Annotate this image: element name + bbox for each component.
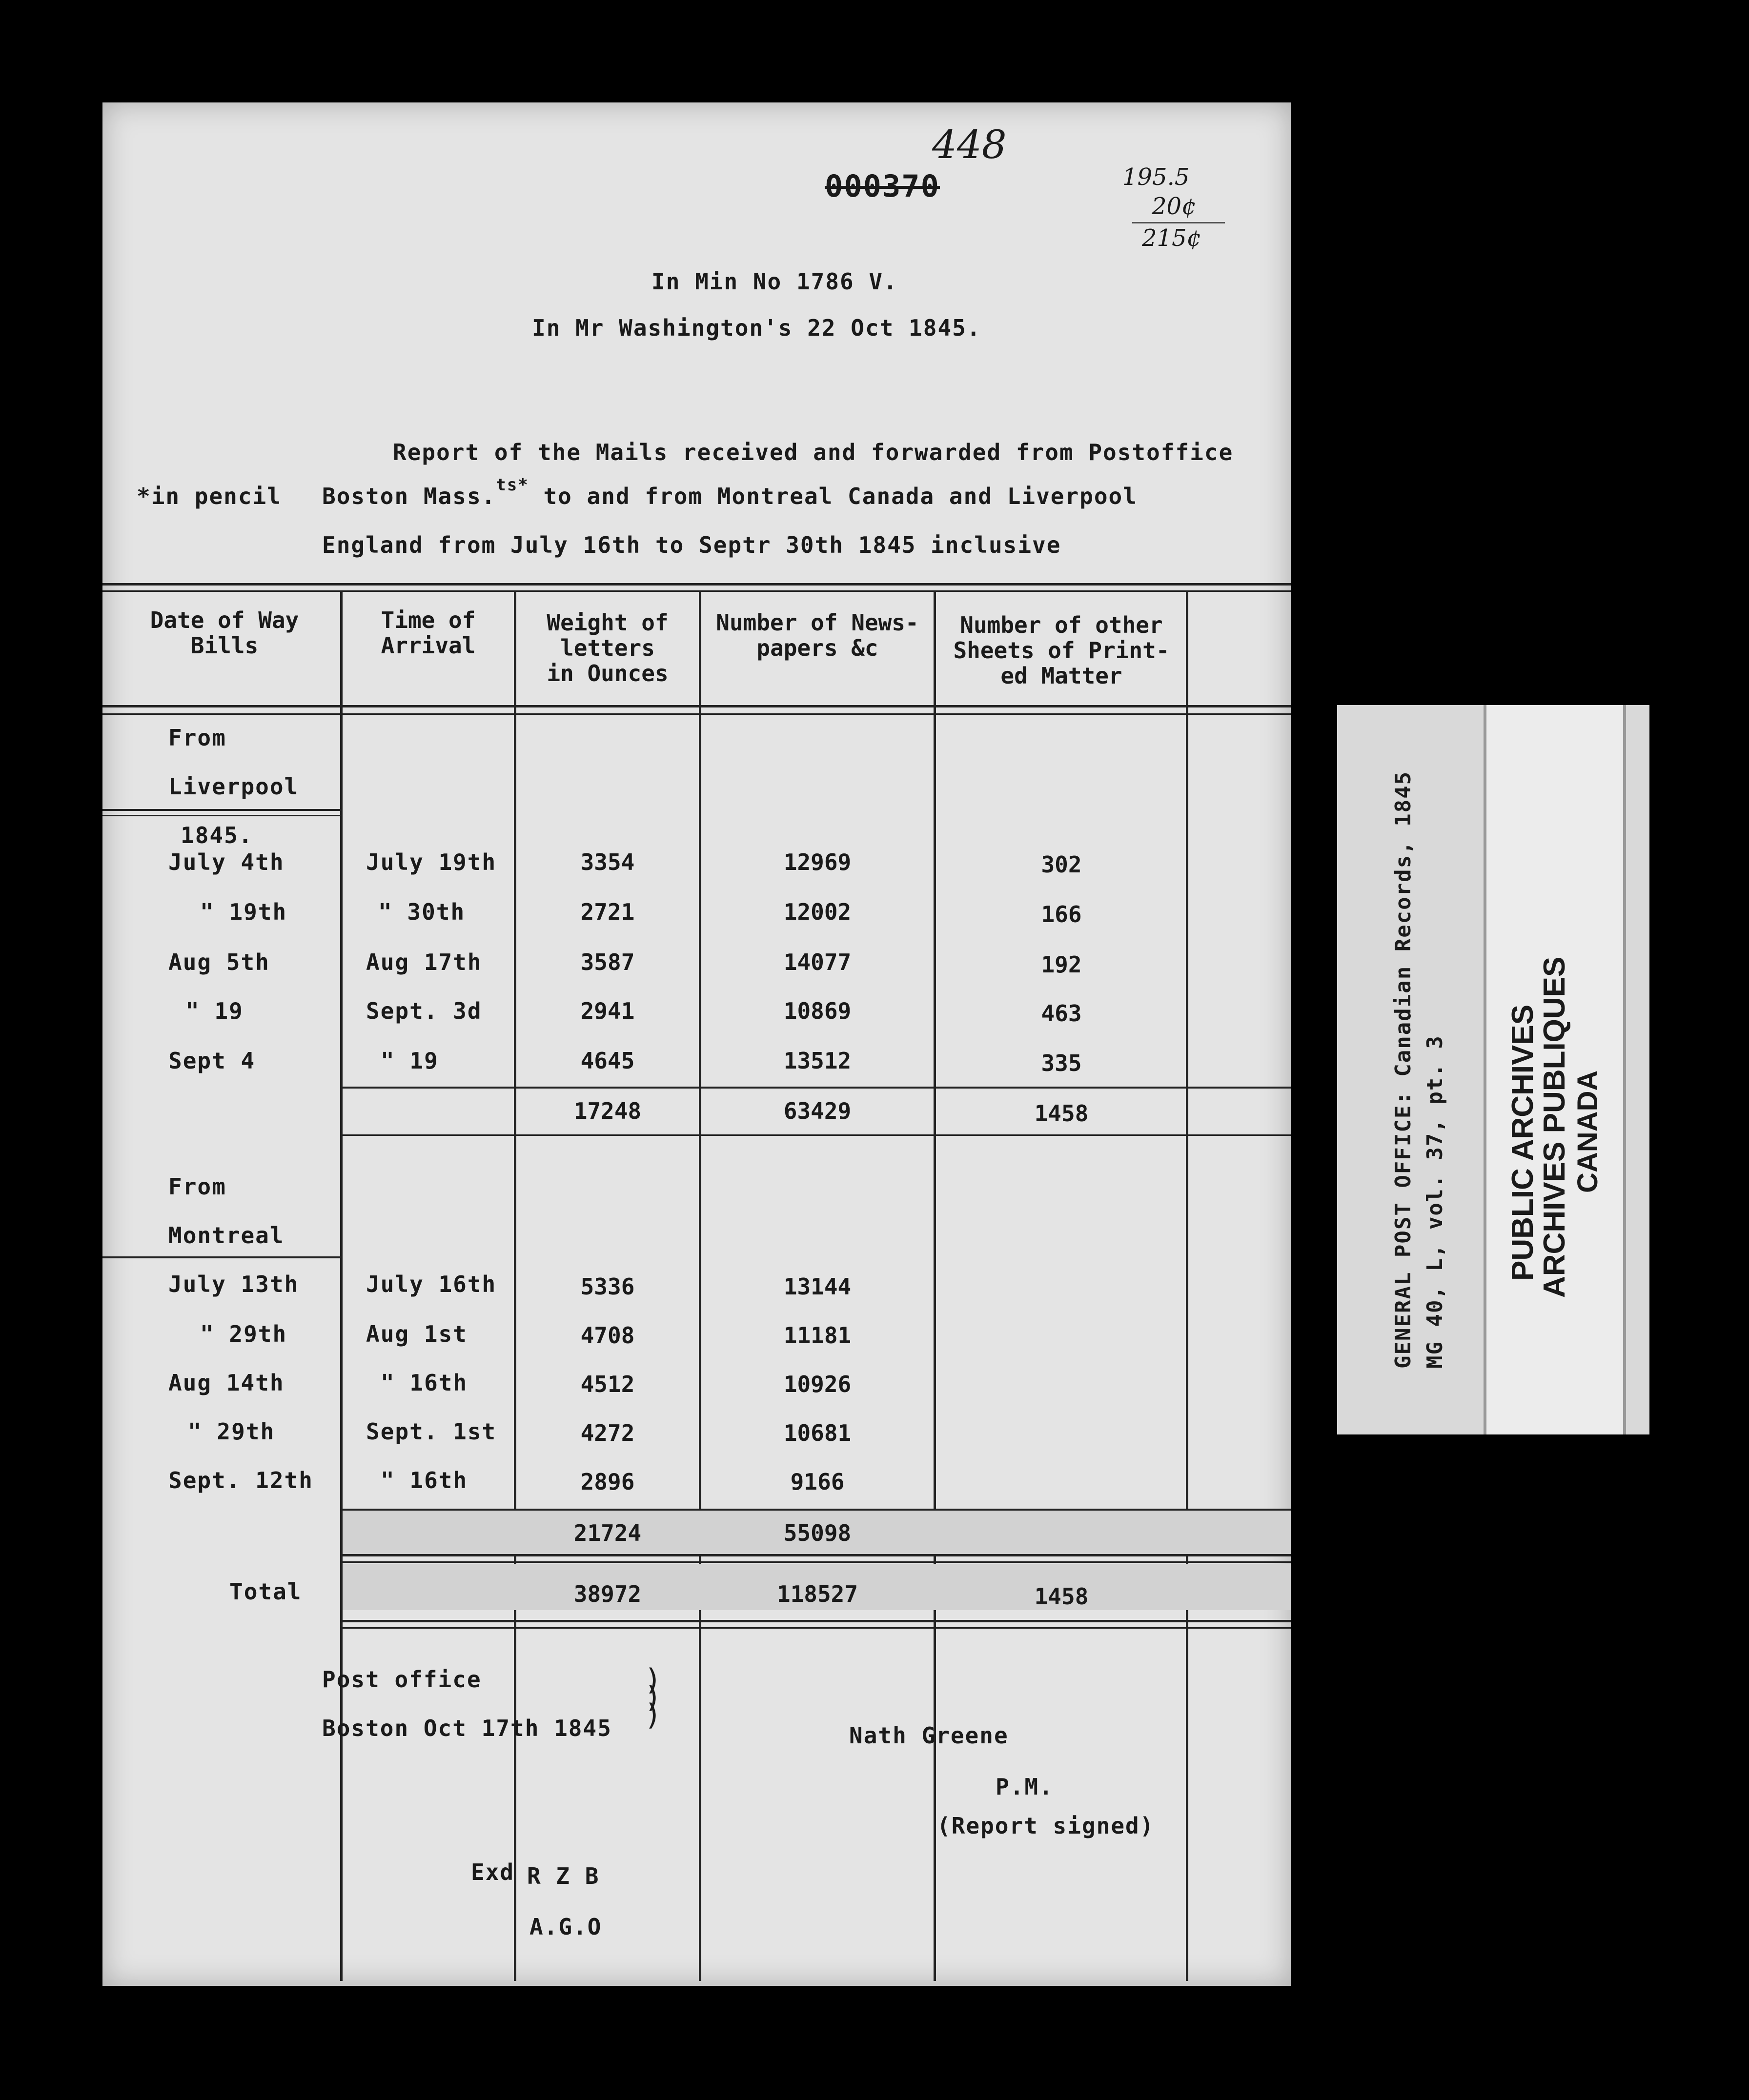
margin-sum-1: 195.5 xyxy=(1122,163,1190,191)
document-page: 448 000370 195.5 20¢ 215¢ In Min No 1786 V. In Mr Washington's 22 Oct 1845. Report of the Mails received and forwarded from Postoffice *in pencil Boston Mass.$^{ts*}$ to and from Montreal Canada and Liverpool England from July 16th to Septr 30th 1845 inclusive Date of Way Bills Time of Arrival Weight of letters in Ounces Number of News- papers &c Number of other Sheets of Print- ed Matter From Liverpool 1845. July 4th July 19th 3354 12969 302 " 19th " 30th 2721 12002 166 Aug 5th Aug 17th 3587 14077 192 " 19 Sept. 3d 2941 10869 463 Sept 4 " 19 4645 13512 335 17248 63429 1458 From Montreal July 13th July 16th 5336 13144 " 29th Aug 1st 4708 11181 Aug 14th " 16th 4512 10926 " 29th Sept. 1st 4272 10681 Sept. 12th " 16th 2896 9166 21724 55098 Total 38972 118527 1458 Post office Boston Oct 17th 1845 ) ) ) Nath Greene P.M. (Report signed) Exd R Z B A.G.O xyxy=(102,102,1291,1986)
archive-stamp-canada: CANADA xyxy=(1572,1070,1604,1193)
footer-report-signed-note: (Report signed) xyxy=(937,1813,1155,1839)
heading-minute-ref: In Min No 1786 V. xyxy=(651,268,898,295)
header-time-of-arrival: Time of Arrival xyxy=(381,607,476,659)
footer-initials: R Z B xyxy=(527,1863,600,1889)
total-label: Total xyxy=(229,1578,302,1605)
archive-volume-line: MG 40, L, vol. 37, pt. 3 xyxy=(1423,1035,1447,1369)
margin-sum-2: 20¢ xyxy=(1152,193,1197,220)
section-liverpool-label: Liverpool xyxy=(168,773,299,800)
pencil-margin-note: *in pencil xyxy=(137,483,282,509)
report-title-line2: Boston Mass.$^{ts*}$ to and from Montreal Canada and Liverpool xyxy=(322,475,1138,509)
section-from-label: From xyxy=(168,725,226,751)
archive-stamp-publiques: ARCHIVES PUBLIQUES xyxy=(1538,956,1571,1298)
footer-post-office: Post office xyxy=(322,1666,482,1693)
footer-signer: Nath Greene xyxy=(849,1722,1009,1749)
footer-exd: Exd xyxy=(471,1859,515,1885)
section-montreal-label: Montreal xyxy=(168,1222,285,1249)
footer-postmaster-title: P.M. xyxy=(996,1774,1054,1800)
archive-stamp-public: PUBLIC ARCHIVES xyxy=(1506,1004,1540,1281)
archive-record-line: GENERAL POST OFFICE: Canadian Records, 1845 xyxy=(1391,770,1416,1369)
heading-washington-ref: In Mr Washington's 22 Oct 1845. xyxy=(532,315,981,341)
header-date-of-way-bills: Date of Way Bills xyxy=(150,607,299,659)
struck-folio-number: 000370 xyxy=(825,168,940,204)
footer-ago: A.G.O xyxy=(529,1914,602,1940)
section-from-label: From xyxy=(168,1173,226,1200)
margin-sum-total: 215¢ xyxy=(1142,224,1202,252)
archive-identification-label xyxy=(1337,705,1649,1434)
report-title-line1: Report of the Mails received and forwarded from Postoffice xyxy=(393,439,1234,465)
header-number-of-newspapers: Number of News- papers &c xyxy=(716,609,919,661)
section-year: 1845. xyxy=(181,822,253,848)
footer-date-line: Boston Oct 17th 1845 xyxy=(322,1715,612,1741)
footer-brace: ) ) ) xyxy=(644,1663,662,1732)
header-weight-of-letters: Weight of letters in Ounces xyxy=(547,609,669,687)
header-number-of-other-sheets: Number of other Sheets of Print- ed Matter xyxy=(953,612,1170,689)
report-title-line3: England from July 16th to Septr 30th 1845 inclusive xyxy=(322,532,1061,558)
handwritten-folio-number: 448 xyxy=(932,122,1007,167)
